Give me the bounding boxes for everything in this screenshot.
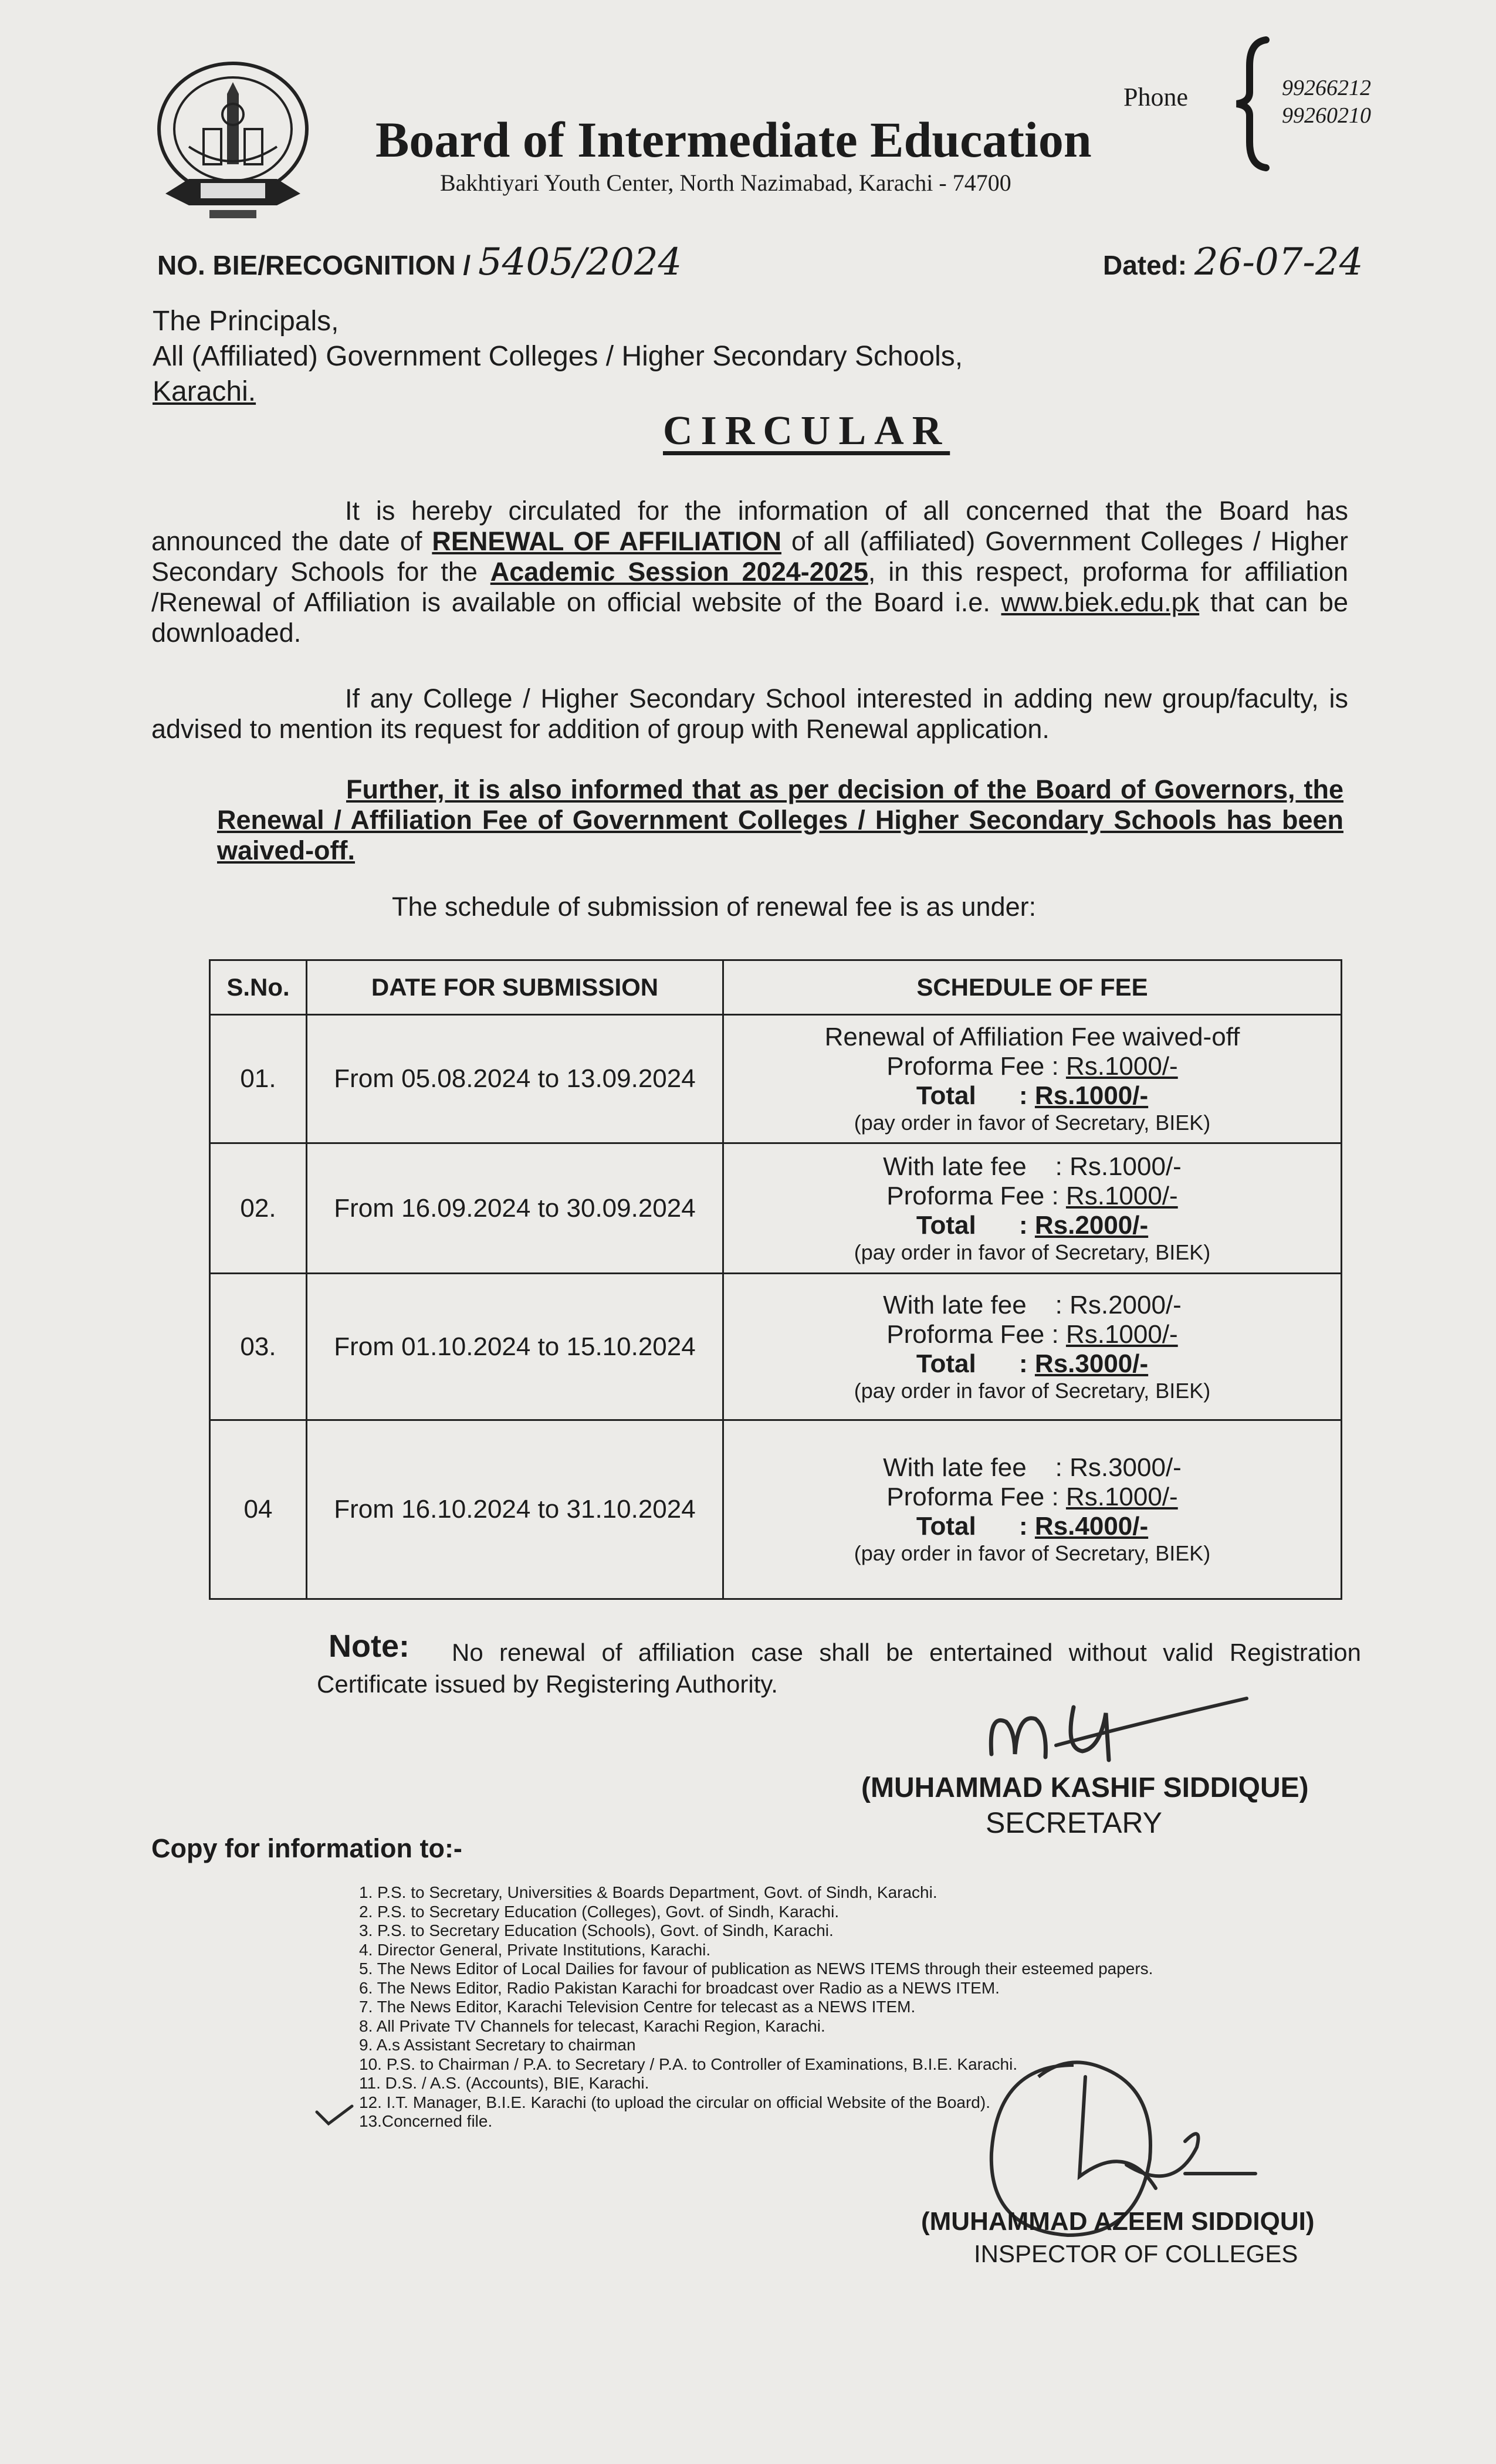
table-row (210, 1143, 1342, 1274)
secretary-signature (980, 1690, 1261, 1772)
list-item: 4. Director General, Private Institutions, Karachi. (359, 1940, 711, 1959)
inspector-name: (MUHAMMAD AZEEM SIDDIQUI) (921, 2207, 1315, 2236)
para1-text-g: that can be downloaded. (151, 587, 1348, 648)
row-date: From 01.10.2024 to 15.10.2024 (307, 1274, 723, 1420)
para1-renewal-of-affiliation: RENEWAL OF AFFILIATION (432, 526, 781, 556)
list-item: 2. P.S. to Secretary Education (Colleges), Govt. of Sindh, Karachi. (359, 1902, 840, 1921)
late-fee-label: With late fee (883, 1453, 1027, 1482)
row-sno: 02. (210, 1143, 307, 1274)
proforma-value: Rs.1000/- (1065, 1181, 1178, 1210)
total-value: Rs.2000/- (1034, 1210, 1149, 1240)
paragraph-2 (151, 683, 1348, 744)
late-fee-value: Rs.3000/- (1069, 1453, 1182, 1482)
para1-text-c: of all (affiliated) Government Colleges / Higher Secondary Schools for the (151, 526, 1348, 587)
phone-label: Phone (1123, 83, 1188, 111)
proforma-label: Proforma Fee (886, 1052, 1045, 1081)
row-schedule: With late fee : Rs.3000/- Proforma Fee : Rs.1000/- Total : Rs.4000/- (pay order in favor of Secretary, BIEK) (723, 1420, 1342, 1599)
proforma-value: Rs.1000/- (1065, 1319, 1178, 1349)
list-item: 6. The News Editor, Radio Pakistan Karachi for broadcast over Radio as a NEWS ITEM. (359, 1978, 1000, 1997)
secretary-title: SECRETARY (986, 1806, 1163, 1839)
note-text: No renewal of affiliation case shall be entertained without valid Registration Certificate issued by Registering Authority. (317, 1639, 1361, 1698)
pay-order-note: (pay order in favor of Secretary, BIEK) (854, 1111, 1211, 1135)
pay-order-note: (pay order in favor of Secretary, BIEK) (854, 1541, 1211, 1565)
total-label: Total (916, 1081, 976, 1110)
total-label: Total (916, 1512, 976, 1541)
list-item: 10. P.S. to Chairman / P.A. to Secretary / P.A. to Controller of Examinations, B.I.E. Karachi. (359, 2055, 1018, 2073)
phone-number-1: 99266212 (1282, 76, 1371, 100)
table-row (210, 1274, 1342, 1420)
addressee-line-1: The Principals, (153, 306, 339, 337)
para3-text: Further, it is also informed that as per decision of the Board of Governors, the Renewal / Affiliation Fee of Government Colleges / Higher Secondary Schools has been waived-off. (217, 774, 1343, 865)
note-label: Note: (329, 1629, 409, 1664)
list-item: 8. All Private TV Channels for telecast, Karachi Region, Karachi. (359, 2016, 825, 2035)
proforma-label: Proforma Fee (886, 1319, 1045, 1349)
header-sno: S.No. (210, 960, 307, 1015)
late-fee-label: With late fee (883, 1152, 1027, 1181)
list-item: 5. The News Editor of Local Dailies for favour of publication as NEWS ITEMS through their esteemed papers. (359, 1959, 1153, 1978)
total-label: Total (916, 1210, 976, 1240)
header-date: DATE FOR SUBMISSION (307, 960, 723, 1015)
table-row (210, 1420, 1342, 1599)
late-fee-value: Rs.2000/- (1069, 1290, 1182, 1319)
list-item: 7. The News Editor, Karachi Television Centre for telecast as a NEWS ITEM. (359, 1998, 916, 2016)
proforma-label: Proforma Fee (886, 1483, 1045, 1511)
late-fee-value: Rs.1000/- (1069, 1152, 1182, 1181)
paragraph-1 (151, 496, 1348, 648)
row-sno: 03. (210, 1274, 307, 1420)
para1-text-a: It is hereby circulated for the information of all concerned that the Board has announced the date of (151, 496, 1348, 556)
dated-label: Dated: (1103, 250, 1187, 280)
list-item: 12. I.T. Manager, B.I.E. Karachi (to upload the circular on official Website of the Board). (359, 2093, 990, 2111)
list-item: 9. A.s Assistant Secretary to chairman (359, 2036, 636, 2054)
row-sno: 04 (210, 1420, 307, 1599)
pay-order-note: (pay order in favor of Secretary, BIEK) (854, 1240, 1211, 1264)
reference-label: NO. BIE/RECOGNITION / (157, 250, 471, 280)
phone-number-2: 99260210 (1282, 103, 1371, 128)
board-title: Board of Intermediate Education (375, 111, 1092, 168)
row-date: From 16.10.2024 to 31.10.2024 (307, 1420, 723, 1599)
circular-title: CIRCULAR (663, 408, 950, 453)
addressee-line-3: Karachi. (153, 376, 256, 407)
list-item: 13.Concerned file. (359, 2112, 493, 2130)
dated-line (1103, 241, 1363, 284)
table-row (210, 1015, 1342, 1143)
total-value: Rs.4000/- (1034, 1512, 1149, 1541)
secretary-name: (MUHAMMAD KASHIF SIDDIQUE) (861, 1772, 1309, 1803)
website-link: www.biek.edu.pk (1001, 587, 1200, 617)
copy-heading: Copy for information to:- (151, 1833, 462, 1863)
board-address: Bakhtiyari Youth Center, North Nazimabad, Karachi - 74700 (440, 170, 1011, 196)
fee-schedule-table (209, 959, 1342, 1600)
list-item: 3. P.S. to Secretary Education (Schools), Govt. of Sindh, Karachi. (359, 1921, 834, 1940)
dated-value: 26-07-24 (1194, 241, 1363, 284)
waived-line: Renewal of Affiliation Fee waived-off (824, 1023, 1240, 1051)
proforma-label: Proforma Fee (886, 1181, 1045, 1210)
board-logo-emblem (154, 59, 312, 229)
late-fee-label: With late fee (883, 1290, 1027, 1319)
list-item: 1. P.S. to Secretary, Universities & Boards Department, Govt. of Sindh, Karachi. (359, 1883, 937, 1901)
row-date: From 05.08.2024 to 13.09.2024 (307, 1015, 723, 1143)
schedule-intro: The schedule of submission of renewal fee is as under: (392, 892, 1037, 922)
reference-line (157, 241, 682, 284)
table-header-row (210, 960, 1342, 1015)
inspector-title: INSPECTOR OF COLLEGES (974, 2240, 1298, 2267)
header-schedule: SCHEDULE OF FEE (723, 960, 1342, 1015)
total-value: Rs.3000/- (1034, 1349, 1149, 1378)
list-item: 11. D.S. / A.S. (Accounts), BIE, Karachi. (359, 2074, 649, 2092)
para1-academic-session: Academic Session 2024-2025 (490, 557, 868, 587)
row-schedule: With late fee : Rs.1000/- Proforma Fee : Rs.1000/- Total : Rs.2000/- (pay order in favor of Secretary, BIEK) (723, 1143, 1342, 1274)
addressee-line-2: All (Affiliated) Government Colleges / Higher Secondary Schools, (153, 341, 963, 372)
total-value: Rs.1000/- (1034, 1081, 1149, 1110)
reference-number: 5405/2024 (478, 241, 682, 284)
proforma-value: Rs.1000/- (1065, 1483, 1178, 1511)
row-date: From 16.09.2024 to 30.09.2024 (307, 1143, 723, 1274)
para2-text: If any College / Higher Secondary School interested in adding new group/faculty, is advised to mention its request for addition of group with Renewal application. (151, 683, 1348, 744)
para1-text-e: , in this respect, proforma for affiliation /Renewal of Affiliation is available on official website of the Board i.e. (151, 557, 1349, 617)
check-mark-icon (314, 2103, 355, 2127)
row-schedule: Renewal of Affiliation Fee waived-off Proforma Fee : Rs.1000/- Total : Rs.1000/- (pay order in favor of Secretary, BIEK) (723, 1015, 1342, 1143)
brace-icon (1232, 36, 1273, 171)
total-label: Total (916, 1349, 976, 1378)
paragraph-3 (217, 774, 1343, 866)
row-schedule: With late fee : Rs.2000/- Proforma Fee : Rs.1000/- Total : Rs.3000/- (pay order in favor of Secretary, BIEK) (723, 1274, 1342, 1420)
proforma-value: Rs.1000/- (1065, 1052, 1178, 1081)
pay-order-note: (pay order in favor of Secretary, BIEK) (854, 1378, 1211, 1403)
row-sno: 01. (210, 1015, 307, 1143)
